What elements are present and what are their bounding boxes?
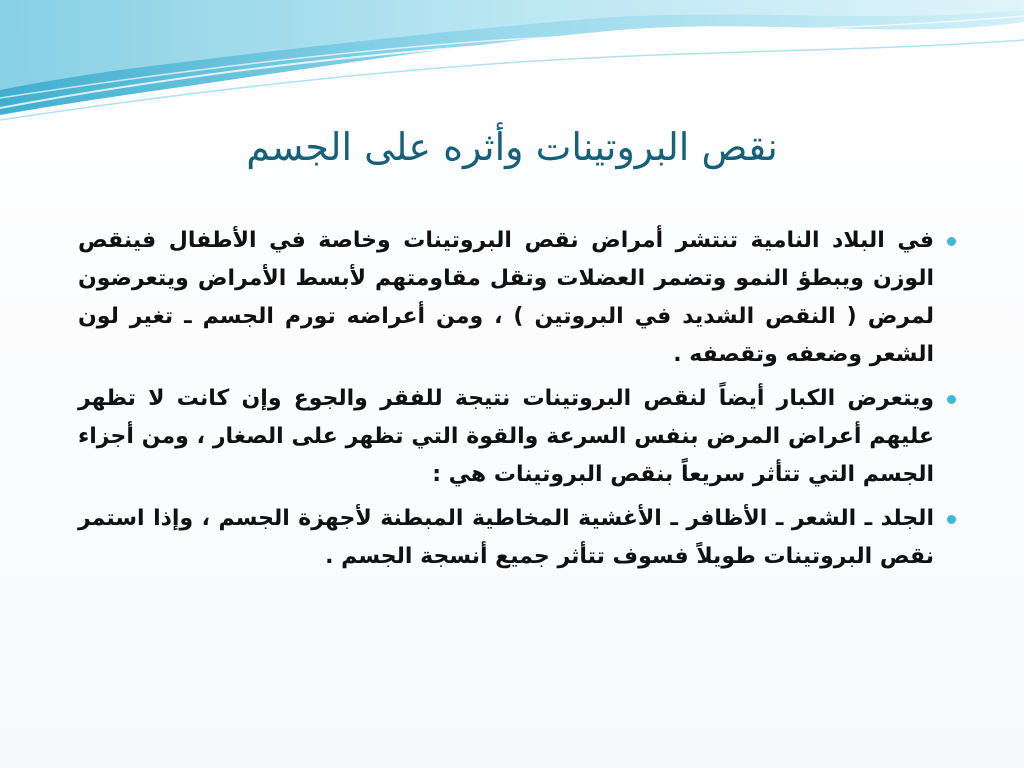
bullet-text: في البلاد النامية تنتشر أمراض نقص البروتينات وخاصة في الأطفال فينقص الوزن ويبطؤ النمو وتضمر العضلات وتقل مقاومتهم لأبسط الأمراض ويتعرضون لمرض ( النقص الشديد في البروتين ) ، ومن أعراضه تورم الجسم ـ تغير لون الشعر وضعفه وتقصفه . [78, 228, 934, 367]
bullet-item [78, 500, 964, 576]
slide-title: نقص البروتينات وأثره على الجسم [246, 125, 778, 169]
bullet-item [78, 222, 964, 374]
bullet-item [78, 380, 964, 494]
bullet-text: ويتعرض الكبار أيضاً لنقص البروتينات نتيجة للفقر والجوع وإن كانت لا تظهر عليهم أعراض المرض بنفس السرعة والقوة التي تظهر على الصغار ، ومن أجزاء الجسم التي تتأثر سريعاً بنقص البروتينات هي : [78, 386, 934, 487]
bullet-icon [947, 515, 956, 524]
bullet-icon [947, 395, 956, 404]
bullet-list [78, 222, 964, 582]
bullet-icon [947, 237, 956, 246]
bullet-text: الجلد ـ الشعر ـ الأظافر ـ الأغشية المخاطية المبطنة لأجهزة الجسم ، وإذا استمر نقص البروتينات طويلاً فسوف تتأثر جميع أنسجة الجسم . [78, 506, 934, 569]
header-wave-decoration [0, 0, 1024, 130]
